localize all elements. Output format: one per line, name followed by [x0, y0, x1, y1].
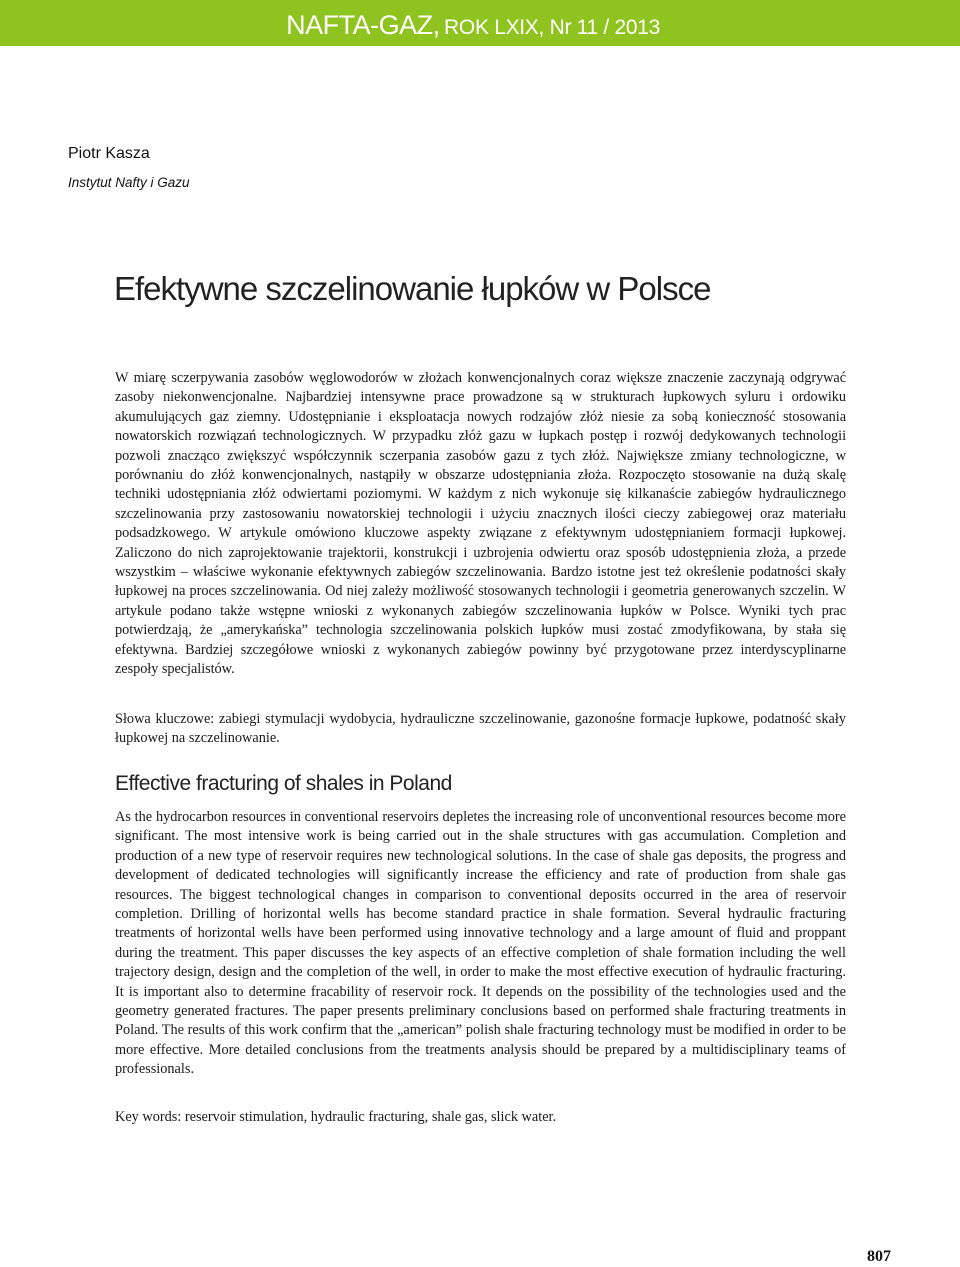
keywords-english: Key words: reservoir stimulation, hydraulic fracturing, shale gas, slick water. — [115, 1109, 557, 1125]
abstract-english: As the hydrocarbon resources in conventional reservoirs depletes the increasing role of unconventional resources become more significant. The most intensive work is being carried out in the shale structures with gas accumulation. Completion and production of a new type of reservoir requires new technological solutions. In the case of shale gas deposits, the progress and development of dedicated technologies will significantly increase the efficiency and rate of production from shale gas resources. The biggest technological changes in comparison to conventional deposits occurred in the area of reservoir completion. Drilling of horizontal wells has become standard practice in shale formation. Several hydraulic fracturing treatments of horizontal wells have been performed using innovative technology and a large amount of fluid and proppant during the treatment. This paper discusses the key aspects of an effective completion of shale formation including the well trajectory design, design and the completion of the well, in order to make the most effective execution of hydraulic fracturing. It is important also to determine fracability of reservoir rock. It depends on the possibility of the technologies used and the geometry generated fractures. The paper presents preliminary conclusions based on performed shale fracturing treatments in Poland. The results of this work confirm that the „american” polish shale fracturing technology must be modified in order to be more effective. More detailed conclusions from the treatments analysis should be prepared by a multidisciplinary teams of professionals. — [115, 809, 846, 1078]
article-title-english: Effective fracturing of shales in Poland — [115, 772, 452, 795]
journal-header-bar — [0, 0, 960, 46]
keywords-polish: Słowa kluczowe: zabiegi stymulacji wydobycia, hydrauliczne szczelinowanie, gazonośne formacje łupkowe, podatność skały łupkowej na szczelinowanie. — [115, 711, 846, 747]
abstract-polish: W miarę sczerpywania zasobów węglowodorów w złożach konwencjonalnych coraz większe znaczenie zaczynają odgrywać zasoby niekonwencjonalne. Najbardziej intensywne prace prowadzone są w strukturach łupkowych syluru i ordowiku akumulujących gaz ziemny. Udostępnianie i eksploatacja nowych rodzajów złóż niesie za sobą konieczność stosowania nowatorskich rozwiązań technologicznych. W przypadku złóż gazu w łupkach postęp i rozwój dedykowanych technologii pozwoli znacząco zwiększyć współczynnik sczerpania zasobów gazu z tych złóż. Największe zmiany technologiczne, w porównaniu do złóż konwencjonalnych, nastąpiły w obszarze udostępniania złoża. Rozpoczęto stosowanie na dużą skalę techniki udostępniania złóż odwiertami poziomymi. W każdym z nich wykonuje się kilkanaście zabiegów hydraulicznego szczelinowania przy zastosowaniu nowatorskiej technologii i użyciu znacznych ilości cieczy zabiegowej oraz materiału podsadzkowego. W artykule omówiono kluczowe aspekty związane z efektywnym udostępnianiem formacji łupkowej. Zaliczono do nich zaprojektowanie trajektorii, konstrukcji i uzbrojenia odwiertu oraz sposób udostępnienia złoża, a przede wszystkim – właściwe wykonanie efektywnych zabiegów szczelinowania. Bardzo istotne jest też określenie podatności skały łupkowej na proces szczelinowania. Od niej zależy możliwość stosowanych technologii i geometria generowanych szczelin. W artykule podano także wstępne wnioski z wykonanych zabiegów szczelinowania łupków w Polsce. Wyniki tych prac potwierdzają, że „amerykańska” technologia szczelinowania polskich łupków musi zostać zmodyfikowana, by stała się efektywna. Bardziej szczegółowe wnioski z wykonanych zabiegów powinny być przygotowane przez interdyscyplinarne zespoły specjalistów. — [115, 370, 846, 678]
journal-name: NAFTA-GAZ, — [286, 10, 440, 40]
page-number: 807 — [867, 1248, 891, 1265]
author-affiliation: Instytut Nafty i Gazu — [68, 175, 190, 190]
author-name: Piotr Kasza — [68, 145, 150, 162]
article-title-polish: Efektywne szczelinowanie łupków w Polsce — [114, 270, 711, 307]
journal-issue: ROK LXIX, Nr 11 / 2013 — [444, 16, 660, 39]
